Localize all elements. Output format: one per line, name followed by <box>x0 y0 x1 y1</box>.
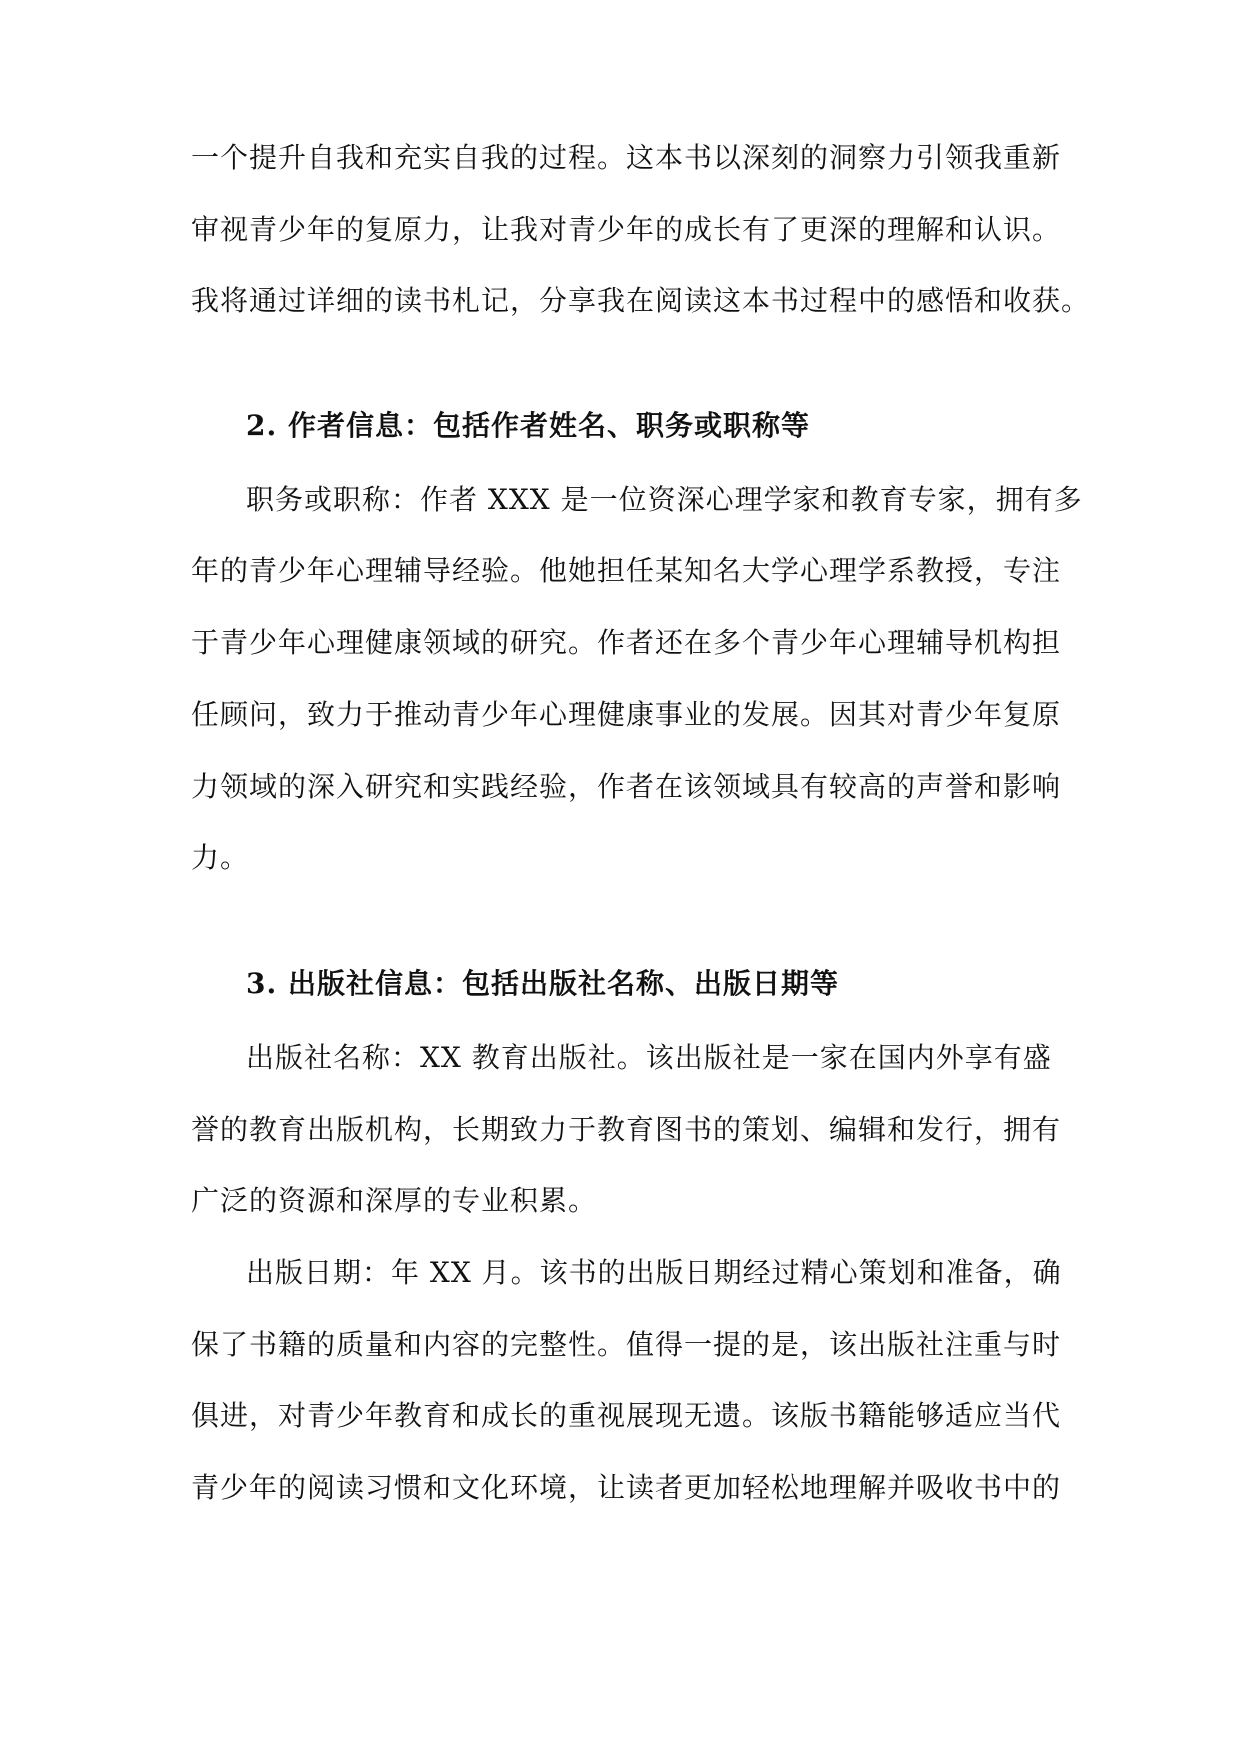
section-2-heading: 2. 作者信息：包括作者姓名、职务或职称等 <box>246 409 810 442</box>
section-2-line-2: 年的青少年心理辅导经验。他她担任某知名大学心理学系教授，专注 <box>191 554 1062 587</box>
section-3-para-1-line-1: 出版社名称：XX 教育出版社。该出版社是一家在国内外享有盛 <box>246 1041 1052 1074</box>
section-2-line-3: 于青少年心理健康领域的研究。作者还在多个青少年心理辅导机构担 <box>191 626 1062 659</box>
intro-line-1: 一个提升自我和充实自我的过程。这本书以深刻的洞察力引领我重新 <box>191 141 1062 174</box>
section-2-line-5: 力领域的深入研究和实践经验，作者在该领域具有较高的声誉和影响 <box>191 770 1062 803</box>
intro-line-2: 审视青少年的复原力，让我对青少年的成长有了更深的理解和认识。 <box>191 213 1062 246</box>
section-2-line-4: 任顾问，致力于推动青少年心理健康事业的发展。因其对青少年复原 <box>191 698 1062 731</box>
section-3-para-2-line-2: 保了书籍的质量和内容的完整性。值得一提的是，该出版社注重与时 <box>191 1328 1062 1361</box>
section-3-para-2-line-3: 俱进，对青少年教育和成长的重视展现无遗。该版书籍能够适应当代 <box>191 1399 1062 1432</box>
intro-line-3: 我将通过详细的读书札记，分享我在阅读这本书过程中的感悟和收获。 <box>191 284 1091 317</box>
section-3-heading: 3. 出版社信息：包括出版社名称、出版日期等 <box>246 967 839 1000</box>
section-2-line-1: 职务或职称：作者 XXX 是一位资深心理学家和教育专家，拥有多 <box>246 483 1083 516</box>
section-2-line-6: 力。 <box>191 841 250 874</box>
section-3-para-2-line-4: 青少年的阅读习惯和文化环境，让读者更加轻松地理解并吸收书中的 <box>191 1471 1062 1504</box>
section-3-para-2-line-1: 出版日期：年 XX 月。该书的出版日期经过精心策划和准备，确 <box>246 1256 1062 1289</box>
section-3-para-1-line-2: 誉的教育出版机构，长期致力于教育图书的策划、编辑和发行，拥有 <box>191 1113 1062 1146</box>
section-3-para-1-line-3: 广泛的资源和深厚的专业积累。 <box>191 1184 598 1217</box>
